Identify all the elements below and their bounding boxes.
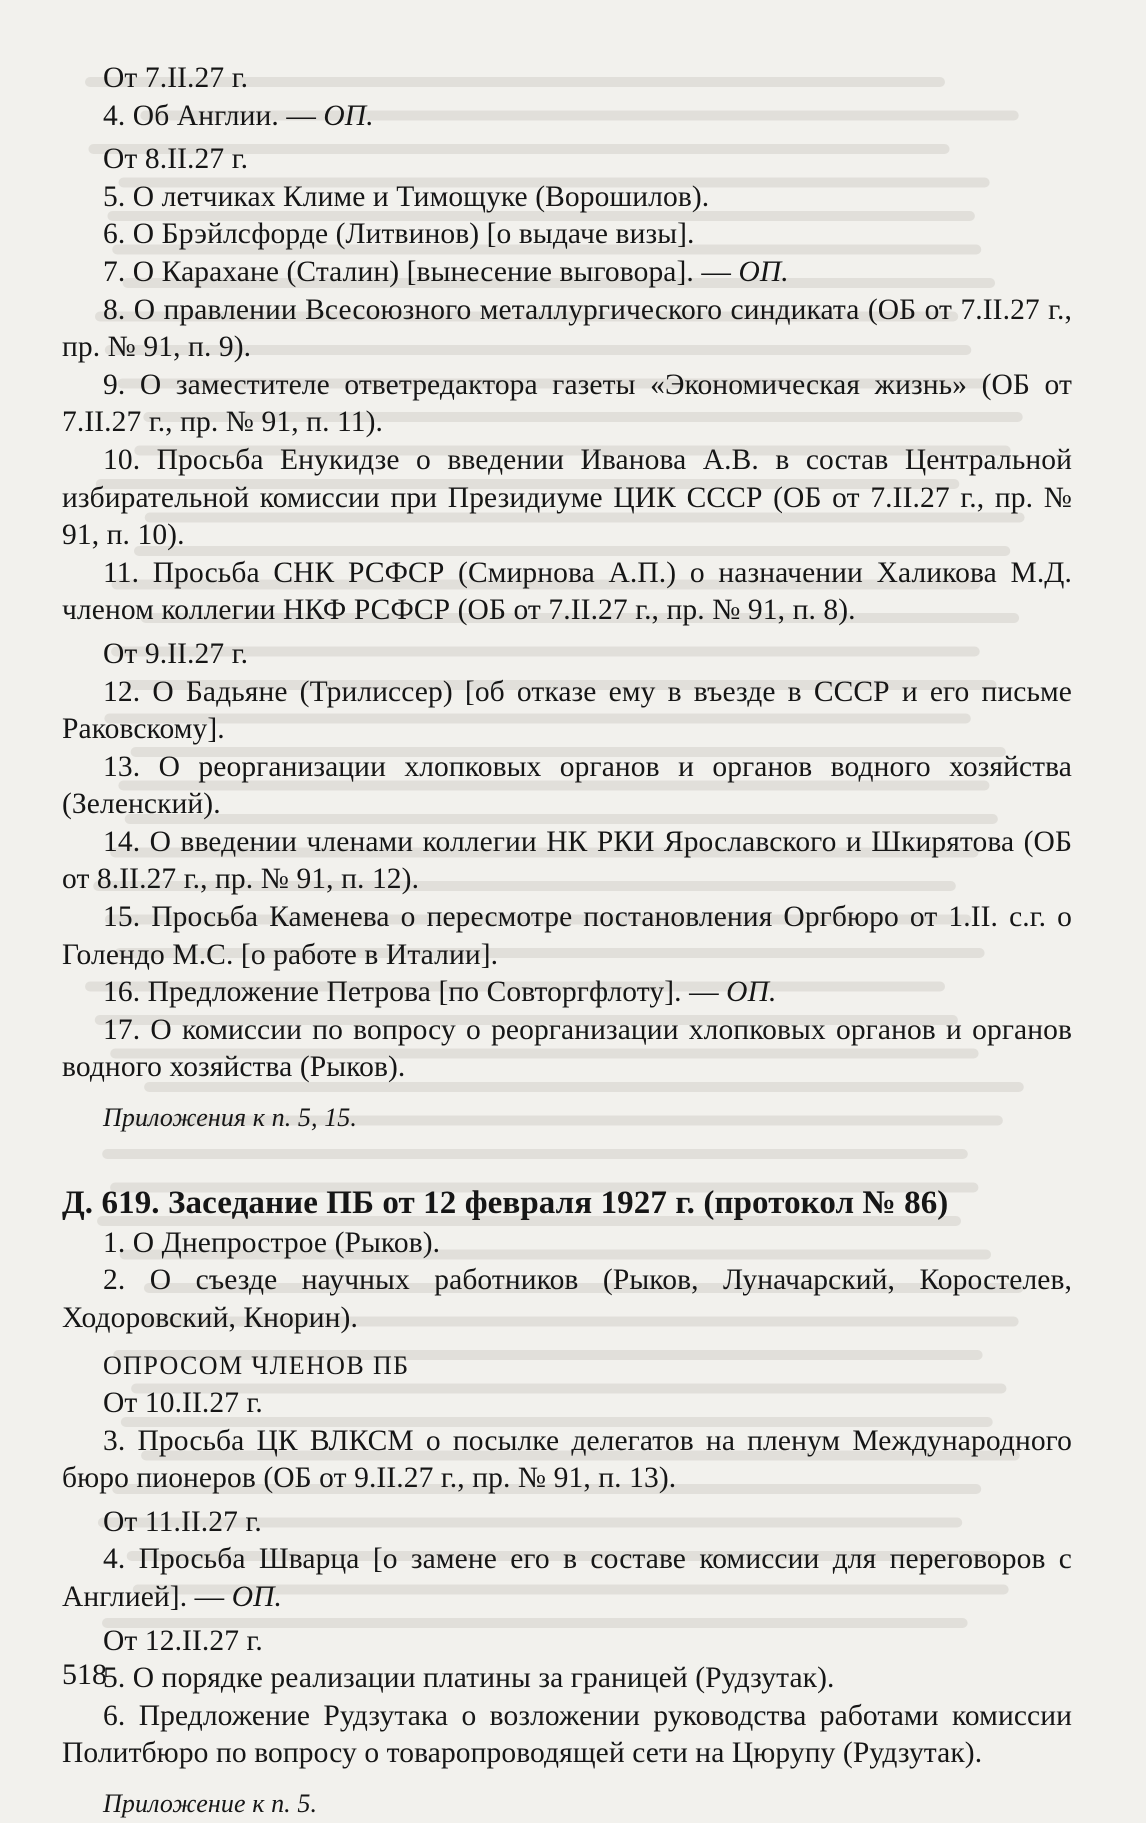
agenda-item: 14. О введении членами коллегии НК РКИ Ярославского и Шкирятова (ОБ от 8.II.27 г., пр. № 91, п. 12).	[62, 825, 1072, 896]
agenda-item: 5. О порядке реализации платины за границей (Рудзутак).	[103, 1662, 835, 1695]
agenda-item: 3. Просьба ЦК ВЛКСМ о посылке делегатов на пленум Международного бюро пионеров (ОБ от 9.II.27 г., пр. № 91, п. 13).	[62, 1424, 1072, 1495]
date-line: От 12.II.27 г.	[103, 1624, 263, 1657]
appendix-note: Приложение к п. 5.	[103, 1788, 318, 1818]
agenda-item: 15. Просьба Каменева о пересмотре постановления Оргбюро от 1.II. с.г. о Голендо М.С. [о работе в Италии].	[62, 901, 1072, 971]
agenda-item: 2. О съезде научных работников (Рыков, Луначарский, Коростелев, Ходоровский, Кнорин).	[62, 1264, 1072, 1334]
date-line: От 11.II.27 г.	[103, 1505, 262, 1538]
agenda-item: 11. Просьба СНК РСФСР (Смирнова А.П.) о назначении Халикова М.Д. членом коллегии НКФ РСФСР (ОБ от 7.II.27 г., пр. № 91, п. 8).	[62, 556, 1072, 627]
date-line: От 9.II.27 г.	[103, 637, 249, 670]
date-line: От 8.II.27 г.	[103, 143, 249, 176]
agenda-item: 5. О летчиках Климе и Тимощуке (Ворошилов).	[103, 180, 710, 213]
agenda-item: 9. О заместителе ответредактора газеты «Экономическая жизнь» (ОБ от 7.II.27 г., пр. № 91, п. 11).	[62, 368, 1072, 439]
appendix-note: Приложения к п. 5, 15.	[103, 1103, 358, 1133]
agenda-item: 17. О комиссии по вопросу о реорганизации хлопковых органов и органов водного хозяйства (Рыков).	[62, 1013, 1072, 1084]
section-heading: Д. 619. Заседание ПБ от 12 февраля 1927 г. (протокол № 86)	[62, 1184, 949, 1221]
document-page	[62, 60, 1072, 1823]
page-number: 518	[62, 1658, 107, 1691]
agenda-item: 6. Предложение Рудзутака о возложении руководства работами комиссии Политбюро по вопросу о товаропроводящей сети на Цюрупу (Рудзутак).	[62, 1699, 1072, 1770]
agenda-item: 12. О Бадьяне (Трилиссер) [об отказе ему в въезде в СССР и его письме Раковскому].	[62, 675, 1072, 746]
date-line: От 10.II.27 г.	[103, 1387, 263, 1419]
agenda-item: 6. О Брэйлсфорде (Литвинов) [о выдаче визы].	[103, 218, 695, 251]
agenda-item: 4. Об Англии. — ОП.	[103, 99, 374, 132]
agenda-item: 10. Просьба Енукидзе о введении Иванова А.В. в состав Центральной избирательной комиссии при Президиуме ЦИК СССР (ОБ от 7.II.27 г., пр. № 91, п. 10).	[62, 443, 1072, 552]
agenda-item: 4. Просьба Шварца [о замене его в составе комиссии для переговоров с Англией]. — ОП.	[62, 1543, 1072, 1613]
agenda-item: 1. О Днепрострое (Рыков).	[103, 1226, 441, 1259]
date-line: От 7.II.27 г.	[103, 62, 249, 94]
poll-subheading: ОПРОСОМ ЧЛЕНОВ ПБ	[103, 1351, 410, 1381]
agenda-item: 16. Предложение Петрова [по Совторгфлоту]. — ОП.	[103, 976, 777, 1009]
agenda-item: 7. О Карахане (Сталин) [вынесение выговора]. — ОП.	[103, 255, 789, 288]
agenda-item: 8. О правлении Всесоюзного металлургического синдиката (ОБ от 7.II.27 г., пр. № 91, п. 9).	[62, 293, 1072, 364]
agenda-item: 13. О реорганизации хлопковых органов и органов водного хозяйства (Зеленский).	[62, 750, 1072, 821]
